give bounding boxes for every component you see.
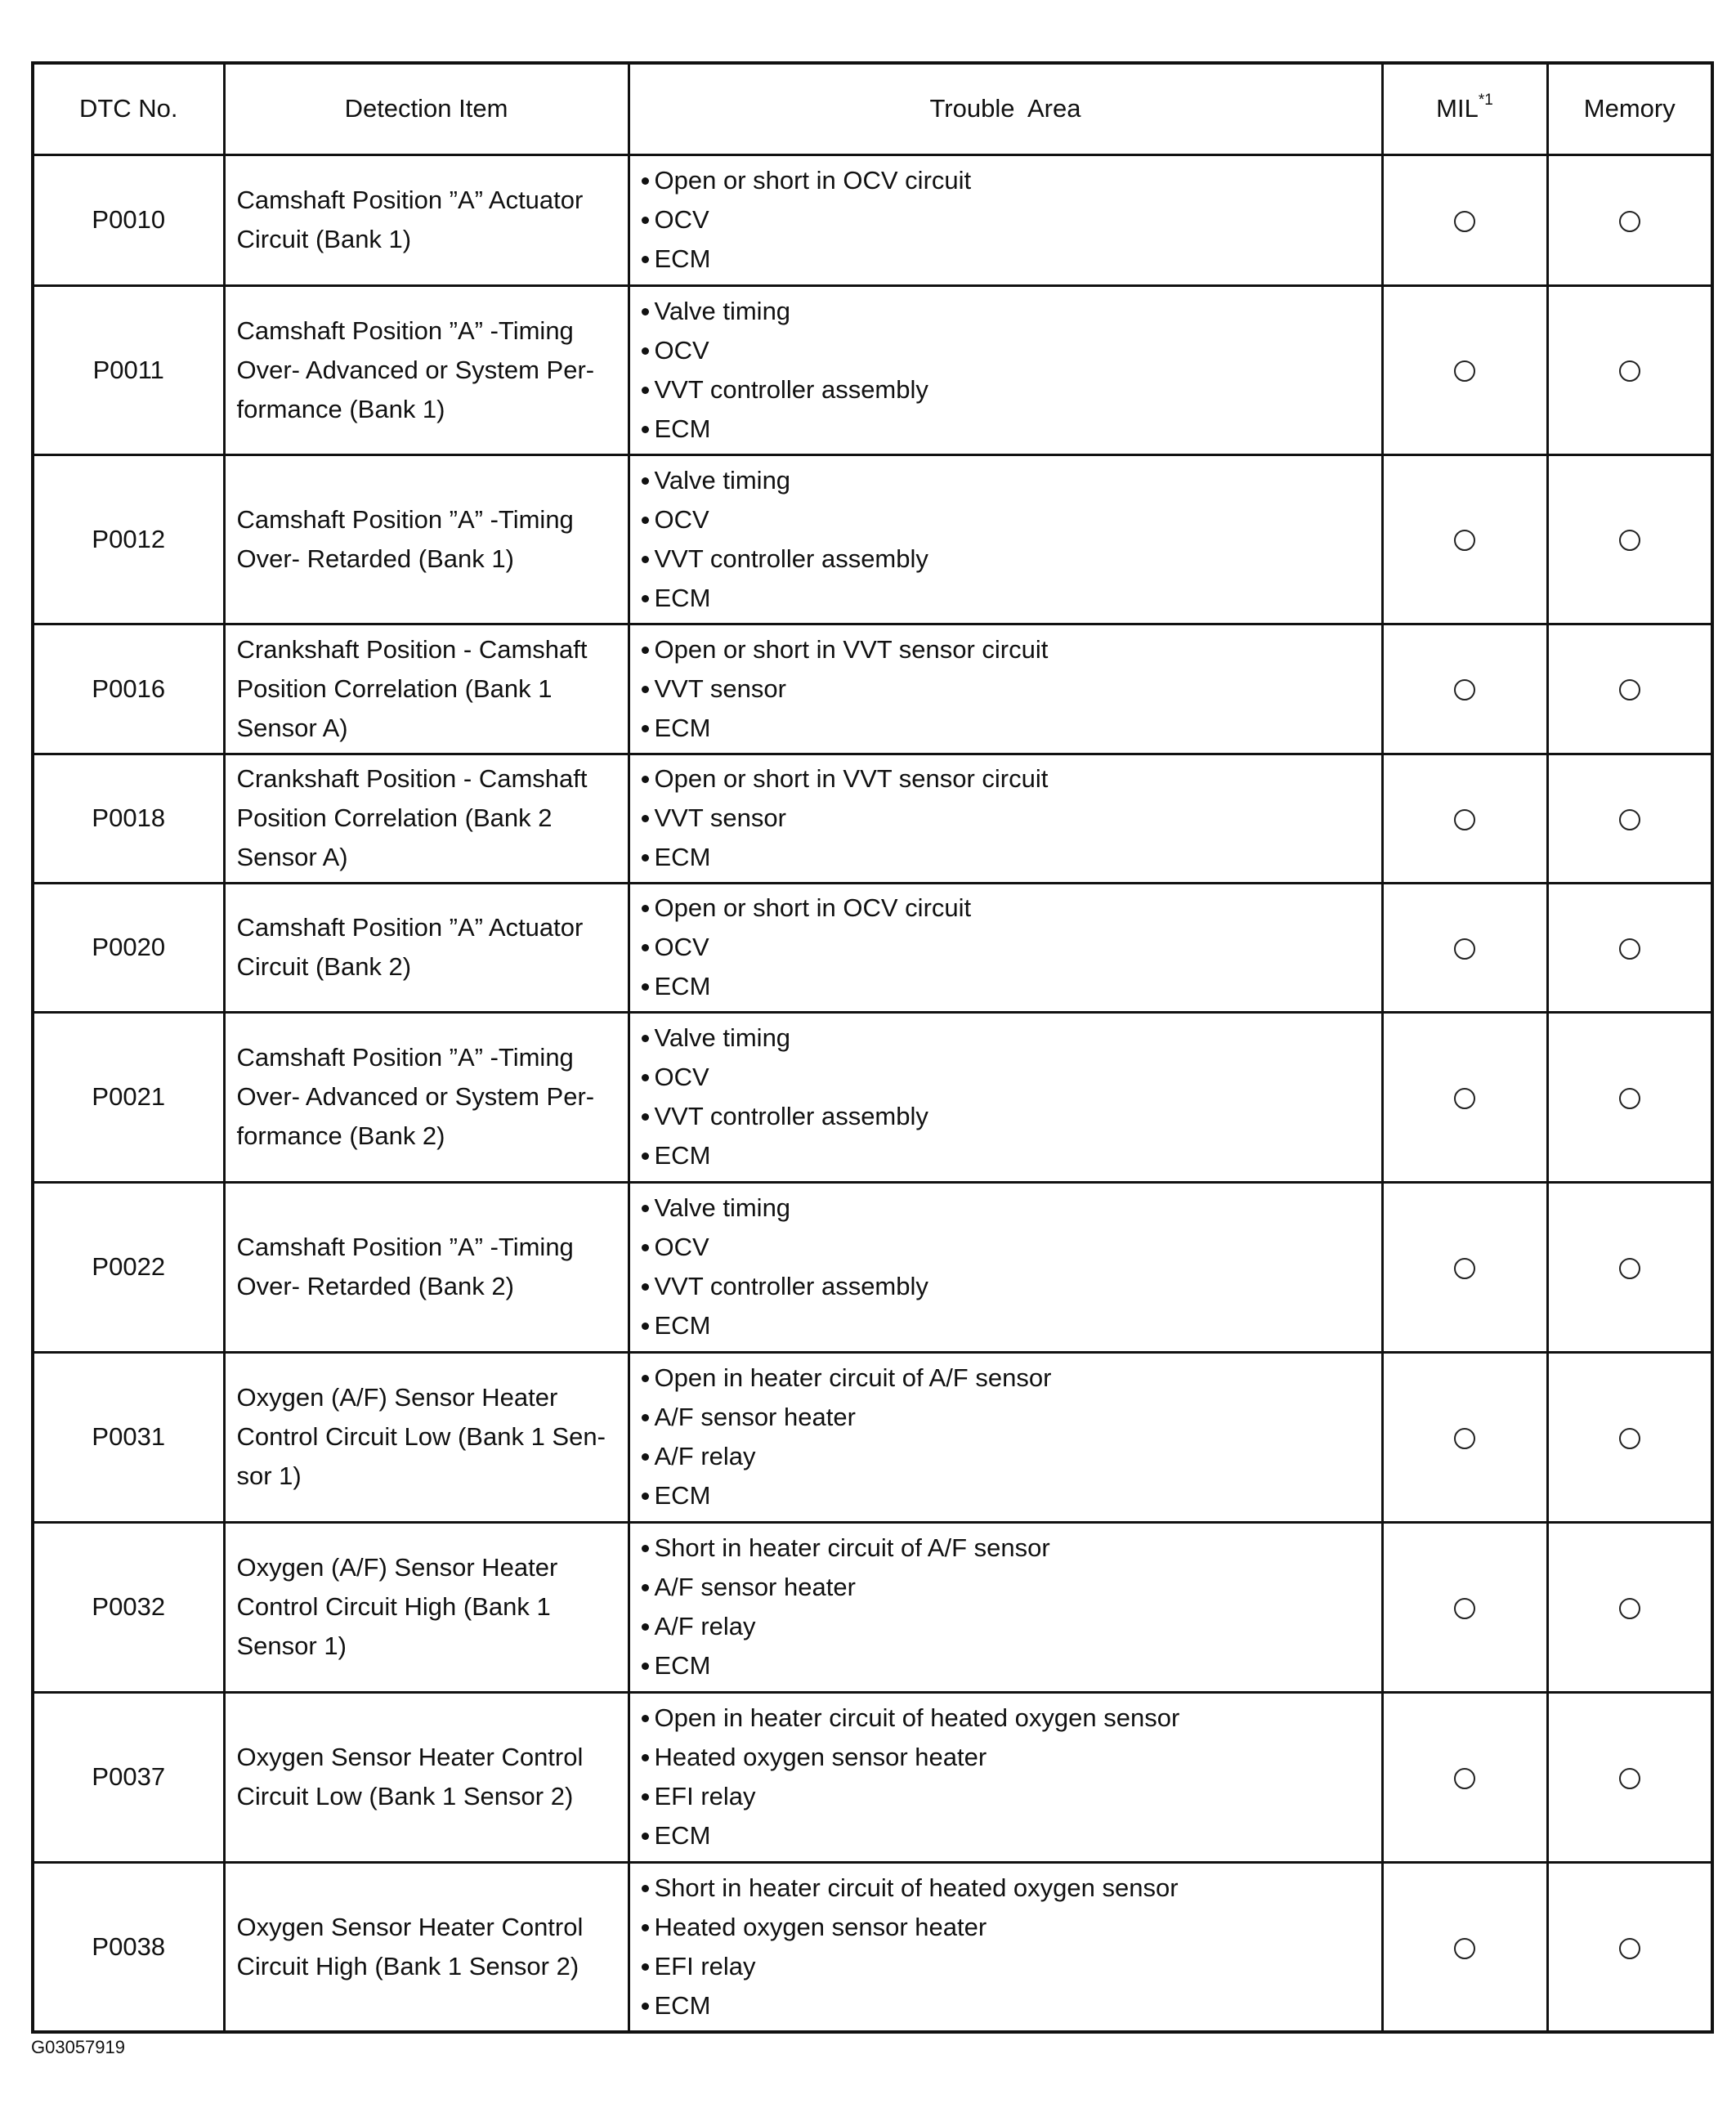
trouble-area-item: ECM — [640, 838, 1373, 877]
table-row — [33, 754, 1712, 883]
mil-circle-icon — [1454, 360, 1475, 382]
dtc-code: P0021 — [33, 1012, 224, 1182]
memory-cell — [1547, 883, 1712, 1012]
trouble-area-list — [640, 759, 1373, 877]
mil-cell — [1382, 1862, 1547, 2032]
trouble-area-item: ECM — [640, 1986, 1373, 2025]
mil-cell — [1382, 454, 1547, 624]
header-memory: Memory — [1547, 63, 1712, 154]
dtc-code: P0018 — [33, 754, 224, 883]
memory-cell — [1547, 285, 1712, 454]
memory-circle-icon — [1619, 360, 1640, 382]
memory-circle-icon — [1619, 211, 1640, 232]
detection-item: Oxygen (A/F) Sensor Heater Control Circuit High (Bank 1 Sensor 1) — [224, 1522, 629, 1692]
mil-cell — [1382, 285, 1547, 454]
table-row — [33, 1692, 1712, 1862]
trouble-area-item: ECM — [640, 709, 1373, 748]
trouble-area-item: A/F relay — [640, 1607, 1373, 1646]
memory-cell — [1547, 1182, 1712, 1352]
trouble-area-item: OCV — [640, 1228, 1373, 1267]
trouble-area-item: VVT controller assembly — [640, 1097, 1373, 1136]
dtc-code: P0011 — [33, 285, 224, 454]
detection-item: Crankshaft Position - Camshaft Position Correlation (Bank 2 Sensor A) — [224, 754, 629, 883]
memory-circle-icon — [1619, 1088, 1640, 1109]
detection-item: Camshaft Position ”A” -Timing Over- Advanced or System Per-formance (Bank 1) — [224, 285, 629, 454]
trouble-area-item: Open or short in OCV circuit — [640, 161, 1373, 200]
detection-item: Crankshaft Position - Camshaft Position Correlation (Bank 1 Sensor A) — [224, 624, 629, 754]
trouble-area-item: OCV — [640, 1058, 1373, 1097]
mil-cell — [1382, 624, 1547, 754]
header-detection-item: Detection Item — [224, 63, 629, 154]
trouble-area-item: Open or short in VVT sensor circuit — [640, 630, 1373, 669]
trouble-area-item: OCV — [640, 500, 1373, 539]
trouble-area-item: Heated oxygen sensor heater — [640, 1908, 1373, 1947]
memory-circle-icon — [1619, 1258, 1640, 1279]
mil-circle-icon — [1454, 1428, 1475, 1449]
trouble-area-item: A/F sensor heater — [640, 1398, 1373, 1437]
trouble-area-item: ECM — [640, 1136, 1373, 1175]
trouble-area-item: EFI relay — [640, 1777, 1373, 1816]
mil-cell — [1382, 1012, 1547, 1182]
memory-cell — [1547, 154, 1712, 285]
trouble-area — [629, 1862, 1382, 2032]
mil-cell — [1382, 1182, 1547, 1352]
mil-circle-icon — [1454, 1768, 1475, 1789]
memory-cell — [1547, 454, 1712, 624]
memory-circle-icon — [1619, 1428, 1640, 1449]
mil-cell — [1382, 154, 1547, 285]
memory-circle-icon — [1619, 530, 1640, 551]
table-row — [33, 285, 1712, 454]
trouble-area — [629, 883, 1382, 1012]
header-mil — [1382, 63, 1547, 154]
dtc-code: P0016 — [33, 624, 224, 754]
memory-circle-icon — [1619, 679, 1640, 700]
trouble-area-item: Open in heater circuit of heated oxygen sensor — [640, 1699, 1373, 1738]
trouble-area-list — [640, 1528, 1373, 1685]
trouble-area-item: Valve timing — [640, 461, 1373, 500]
memory-cell — [1547, 1012, 1712, 1182]
trouble-area-item: OCV — [640, 331, 1373, 370]
dtc-code: P0022 — [33, 1182, 224, 1352]
memory-cell — [1547, 1862, 1712, 2032]
detection-item: Camshaft Position ”A” Actuator Circuit (Bank 2) — [224, 883, 629, 1012]
trouble-area — [629, 285, 1382, 454]
trouble-area-item: ECM — [640, 1646, 1373, 1685]
trouble-area — [629, 1182, 1382, 1352]
trouble-area-item: ECM — [640, 1306, 1373, 1345]
trouble-area-item: Open or short in OCV circuit — [640, 888, 1373, 928]
mil-circle-icon — [1454, 211, 1475, 232]
memory-cell — [1547, 1352, 1712, 1522]
trouble-area-list — [640, 292, 1373, 449]
mil-circle-icon — [1454, 1258, 1475, 1279]
trouble-area-item: ECM — [640, 967, 1373, 1006]
memory-circle-icon — [1619, 1938, 1640, 1959]
trouble-area-item: A/F sensor heater — [640, 1568, 1373, 1607]
dtc-code: P0010 — [33, 154, 224, 285]
trouble-area-list — [640, 161, 1373, 279]
dtc-code: P0012 — [33, 454, 224, 624]
memory-cell — [1547, 754, 1712, 883]
table-row — [33, 883, 1712, 1012]
trouble-area-item: VVT controller assembly — [640, 539, 1373, 579]
dtc-code: P0037 — [33, 1692, 224, 1862]
trouble-area-item: Short in heater circuit of heated oxygen sensor — [640, 1869, 1373, 1908]
trouble-area — [629, 154, 1382, 285]
dtc-table — [31, 61, 1714, 2034]
trouble-area — [629, 1012, 1382, 1182]
table-row — [33, 154, 1712, 285]
dtc-code: P0020 — [33, 883, 224, 1012]
table-header — [33, 63, 1712, 154]
trouble-area-list — [640, 461, 1373, 618]
trouble-area — [629, 1352, 1382, 1522]
header-trouble-area-label: Trouble Area — [929, 94, 1081, 123]
memory-cell — [1547, 624, 1712, 754]
trouble-area-list — [640, 1358, 1373, 1515]
trouble-area-item: VVT sensor — [640, 669, 1373, 709]
trouble-area-item: ECM — [640, 1476, 1373, 1515]
mil-circle-icon — [1454, 530, 1475, 551]
table-row — [33, 1012, 1712, 1182]
trouble-area — [629, 754, 1382, 883]
dtc-code: P0031 — [33, 1352, 224, 1522]
mil-circle-icon — [1454, 679, 1475, 700]
table-row — [33, 1522, 1712, 1692]
trouble-area-item: OCV — [640, 928, 1373, 967]
trouble-area-item: A/F relay — [640, 1437, 1373, 1476]
memory-circle-icon — [1619, 809, 1640, 830]
memory-circle-icon — [1619, 1768, 1640, 1789]
trouble-area-item: Open or short in VVT sensor circuit — [640, 759, 1373, 799]
detection-item: Camshaft Position ”A” -Timing Over- Advanced or System Per-formance (Bank 2) — [224, 1012, 629, 1182]
mil-circle-icon — [1454, 1938, 1475, 1959]
table-row — [33, 454, 1712, 624]
mil-circle-icon — [1454, 938, 1475, 960]
table-row — [33, 1352, 1712, 1522]
trouble-area — [629, 1522, 1382, 1692]
header-trouble-area — [629, 63, 1382, 154]
trouble-area-item: VVT sensor — [640, 799, 1373, 838]
header-dtc-no: DTC No. — [33, 63, 224, 154]
trouble-area-item: Valve timing — [640, 292, 1373, 331]
trouble-area — [629, 454, 1382, 624]
header-mil-footnote: *1 — [1478, 91, 1493, 109]
header-row — [33, 63, 1712, 154]
trouble-area-item: Valve timing — [640, 1188, 1373, 1228]
detection-item: Oxygen Sensor Heater Control Circuit Low (Bank 1 Sensor 2) — [224, 1692, 629, 1862]
table-row — [33, 1182, 1712, 1352]
trouble-area-item: ECM — [640, 579, 1373, 618]
trouble-area-list — [640, 1869, 1373, 2025]
mil-cell — [1382, 1692, 1547, 1862]
trouble-area-list — [640, 630, 1373, 748]
trouble-area — [629, 624, 1382, 754]
memory-circle-icon — [1619, 1598, 1640, 1619]
trouble-area-item: VVT controller assembly — [640, 370, 1373, 410]
mil-cell — [1382, 1522, 1547, 1692]
detection-item: Oxygen Sensor Heater Control Circuit High (Bank 1 Sensor 2) — [224, 1862, 629, 2032]
mil-circle-icon — [1454, 1088, 1475, 1109]
mil-cell — [1382, 1352, 1547, 1522]
trouble-area-item: Valve timing — [640, 1018, 1373, 1058]
trouble-area-item: ECM — [640, 1816, 1373, 1855]
memory-circle-icon — [1619, 938, 1640, 960]
trouble-area-item: Open in heater circuit of A/F sensor — [640, 1358, 1373, 1398]
trouble-area-item: EFI relay — [640, 1947, 1373, 1986]
mil-cell — [1382, 883, 1547, 1012]
table-body — [33, 154, 1712, 2032]
detection-item: Camshaft Position ”A” Actuator Circuit (Bank 1) — [224, 154, 629, 285]
trouble-area-list — [640, 888, 1373, 1006]
trouble-area-item: ECM — [640, 239, 1373, 279]
dtc-code: P0032 — [33, 1522, 224, 1692]
trouble-area-item: OCV — [640, 200, 1373, 239]
memory-cell — [1547, 1522, 1712, 1692]
header-mil-label: MIL — [1436, 94, 1479, 123]
trouble-area — [629, 1692, 1382, 1862]
trouble-area-item: Short in heater circuit of A/F sensor — [640, 1528, 1373, 1568]
trouble-area-item: VVT controller assembly — [640, 1267, 1373, 1306]
dtc-code: P0038 — [33, 1862, 224, 2032]
mil-cell — [1382, 754, 1547, 883]
mil-circle-icon — [1454, 809, 1475, 830]
trouble-area-list — [640, 1018, 1373, 1175]
trouble-area-item: ECM — [640, 410, 1373, 449]
memory-cell — [1547, 1692, 1712, 1862]
table-row — [33, 624, 1712, 754]
trouble-area-list — [640, 1188, 1373, 1345]
mil-circle-icon — [1454, 1598, 1475, 1619]
figure-id: G03057919 — [31, 2037, 125, 2057]
detection-item: Camshaft Position ”A” -Timing Over- Retarded (Bank 2) — [224, 1182, 629, 1352]
detection-item: Oxygen (A/F) Sensor Heater Control Circuit Low (Bank 1 Sen-sor 1) — [224, 1352, 629, 1522]
detection-item: Camshaft Position ”A” -Timing Over- Retarded (Bank 1) — [224, 454, 629, 624]
trouble-area-list — [640, 1699, 1373, 1855]
trouble-area-item: Heated oxygen sensor heater — [640, 1738, 1373, 1777]
table-row — [33, 1862, 1712, 2032]
